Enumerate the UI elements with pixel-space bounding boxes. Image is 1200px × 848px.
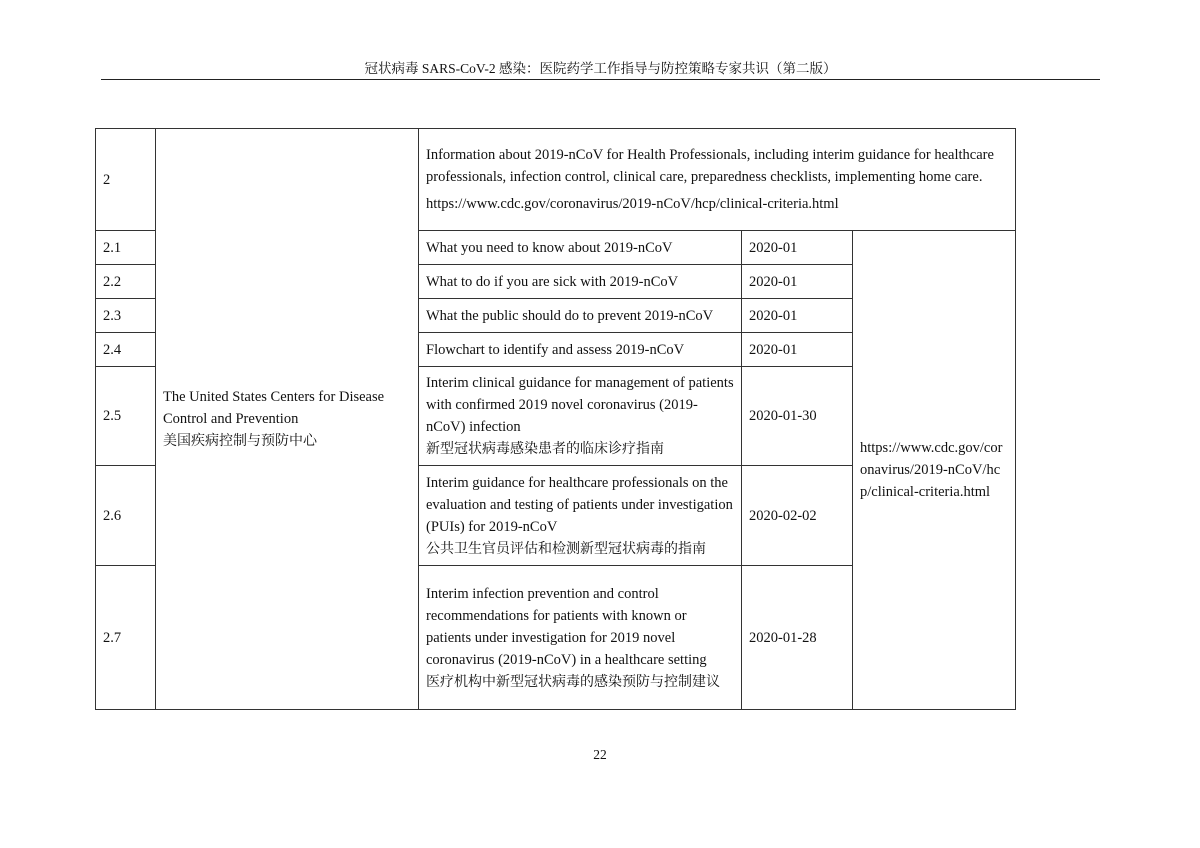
- source-url-link[interactable]: https://www.cdc.gov/coronavirus/2019-nCoV/hcp/clinical-criteria.html: [426, 196, 839, 212]
- document-title: Flowchart to identify and assess 2019-nCoV: [419, 333, 742, 367]
- document-title-cell: [419, 466, 742, 566]
- organization-cell: [156, 129, 419, 710]
- document-title-cell: [419, 367, 742, 466]
- document-title-cn: 医疗机构中新型冠状病毒的感染预防与控制建议: [426, 673, 720, 690]
- guideline-table: [95, 128, 1016, 710]
- row-number: 2.7: [96, 566, 156, 710]
- row-number: 2.6: [96, 466, 156, 566]
- row-number: 2.4: [96, 333, 156, 367]
- document-title-cell: [419, 566, 742, 710]
- page-number: 22: [593, 747, 607, 762]
- document-date: 2020-02-02: [742, 466, 853, 566]
- document-title: What you need to know about 2019-nCoV: [419, 231, 742, 265]
- row-number: 2.2: [96, 265, 156, 299]
- table-row: [96, 129, 1016, 231]
- source-url-link[interactable]: [853, 231, 1016, 710]
- document-title: Interim guidance for healthcare professionals on the evaluation and testing of patients under investigation (PUIs) for 2019-nCoV: [426, 474, 733, 535]
- document-date: 2020-01-28: [742, 566, 853, 710]
- document-title: Interim infection prevention and control recommendations for patients with known or patients under investigation for 2019 novel coronavirus (2019-nCoV) in a healthcare setting: [426, 585, 707, 668]
- document-date: 2020-01-30: [742, 367, 853, 466]
- row-number: 2.3: [96, 299, 156, 333]
- document-title: Interim clinical guidance for management of patients with confirmed 2019 novel coronavirus (2019-nCoV) infection: [426, 375, 734, 435]
- document-title-cn: 新型冠状病毒感染患者的临床诊疗指南: [426, 441, 664, 457]
- description-text: Information about 2019-nCoV for Health Professionals, including interim guidance for healthcare professionals, infection control, clinical care, preparedness checklists, implementing home care.: [426, 147, 994, 185]
- document-date: 2020-01: [742, 265, 853, 299]
- page-header-title: 冠状病毒 SARS-CoV-2 感染：医院药学工作指导与防控策略专家共识（第二版）: [364, 61, 837, 76]
- row-number: 2: [96, 129, 156, 231]
- document-title-cn: 公共卫生官员评估和检测新型冠状病毒的指南: [426, 540, 706, 557]
- document-title: What to do if you are sick with 2019-nCoV: [419, 265, 742, 299]
- row-number: 2.5: [96, 367, 156, 466]
- document-date: 2020-01: [742, 333, 853, 367]
- shared-url-text[interactable]: https://www.cdc.gov/coronavirus/2019-nCoV/hcp/clinical-criteria.html: [860, 440, 1003, 500]
- row-number: 2.1: [96, 231, 156, 265]
- organization-name-en: The United States Centers for Disease Control and Prevention: [163, 389, 385, 427]
- document-date: 2020-01: [742, 299, 853, 333]
- header-divider: [101, 79, 1100, 80]
- document-title: What the public should do to prevent 2019-nCoV: [419, 299, 742, 333]
- description-cell: [419, 129, 1016, 231]
- organization-name-cn: 美国疾病控制与预防中心: [163, 433, 317, 449]
- document-date: 2020-01: [742, 231, 853, 265]
